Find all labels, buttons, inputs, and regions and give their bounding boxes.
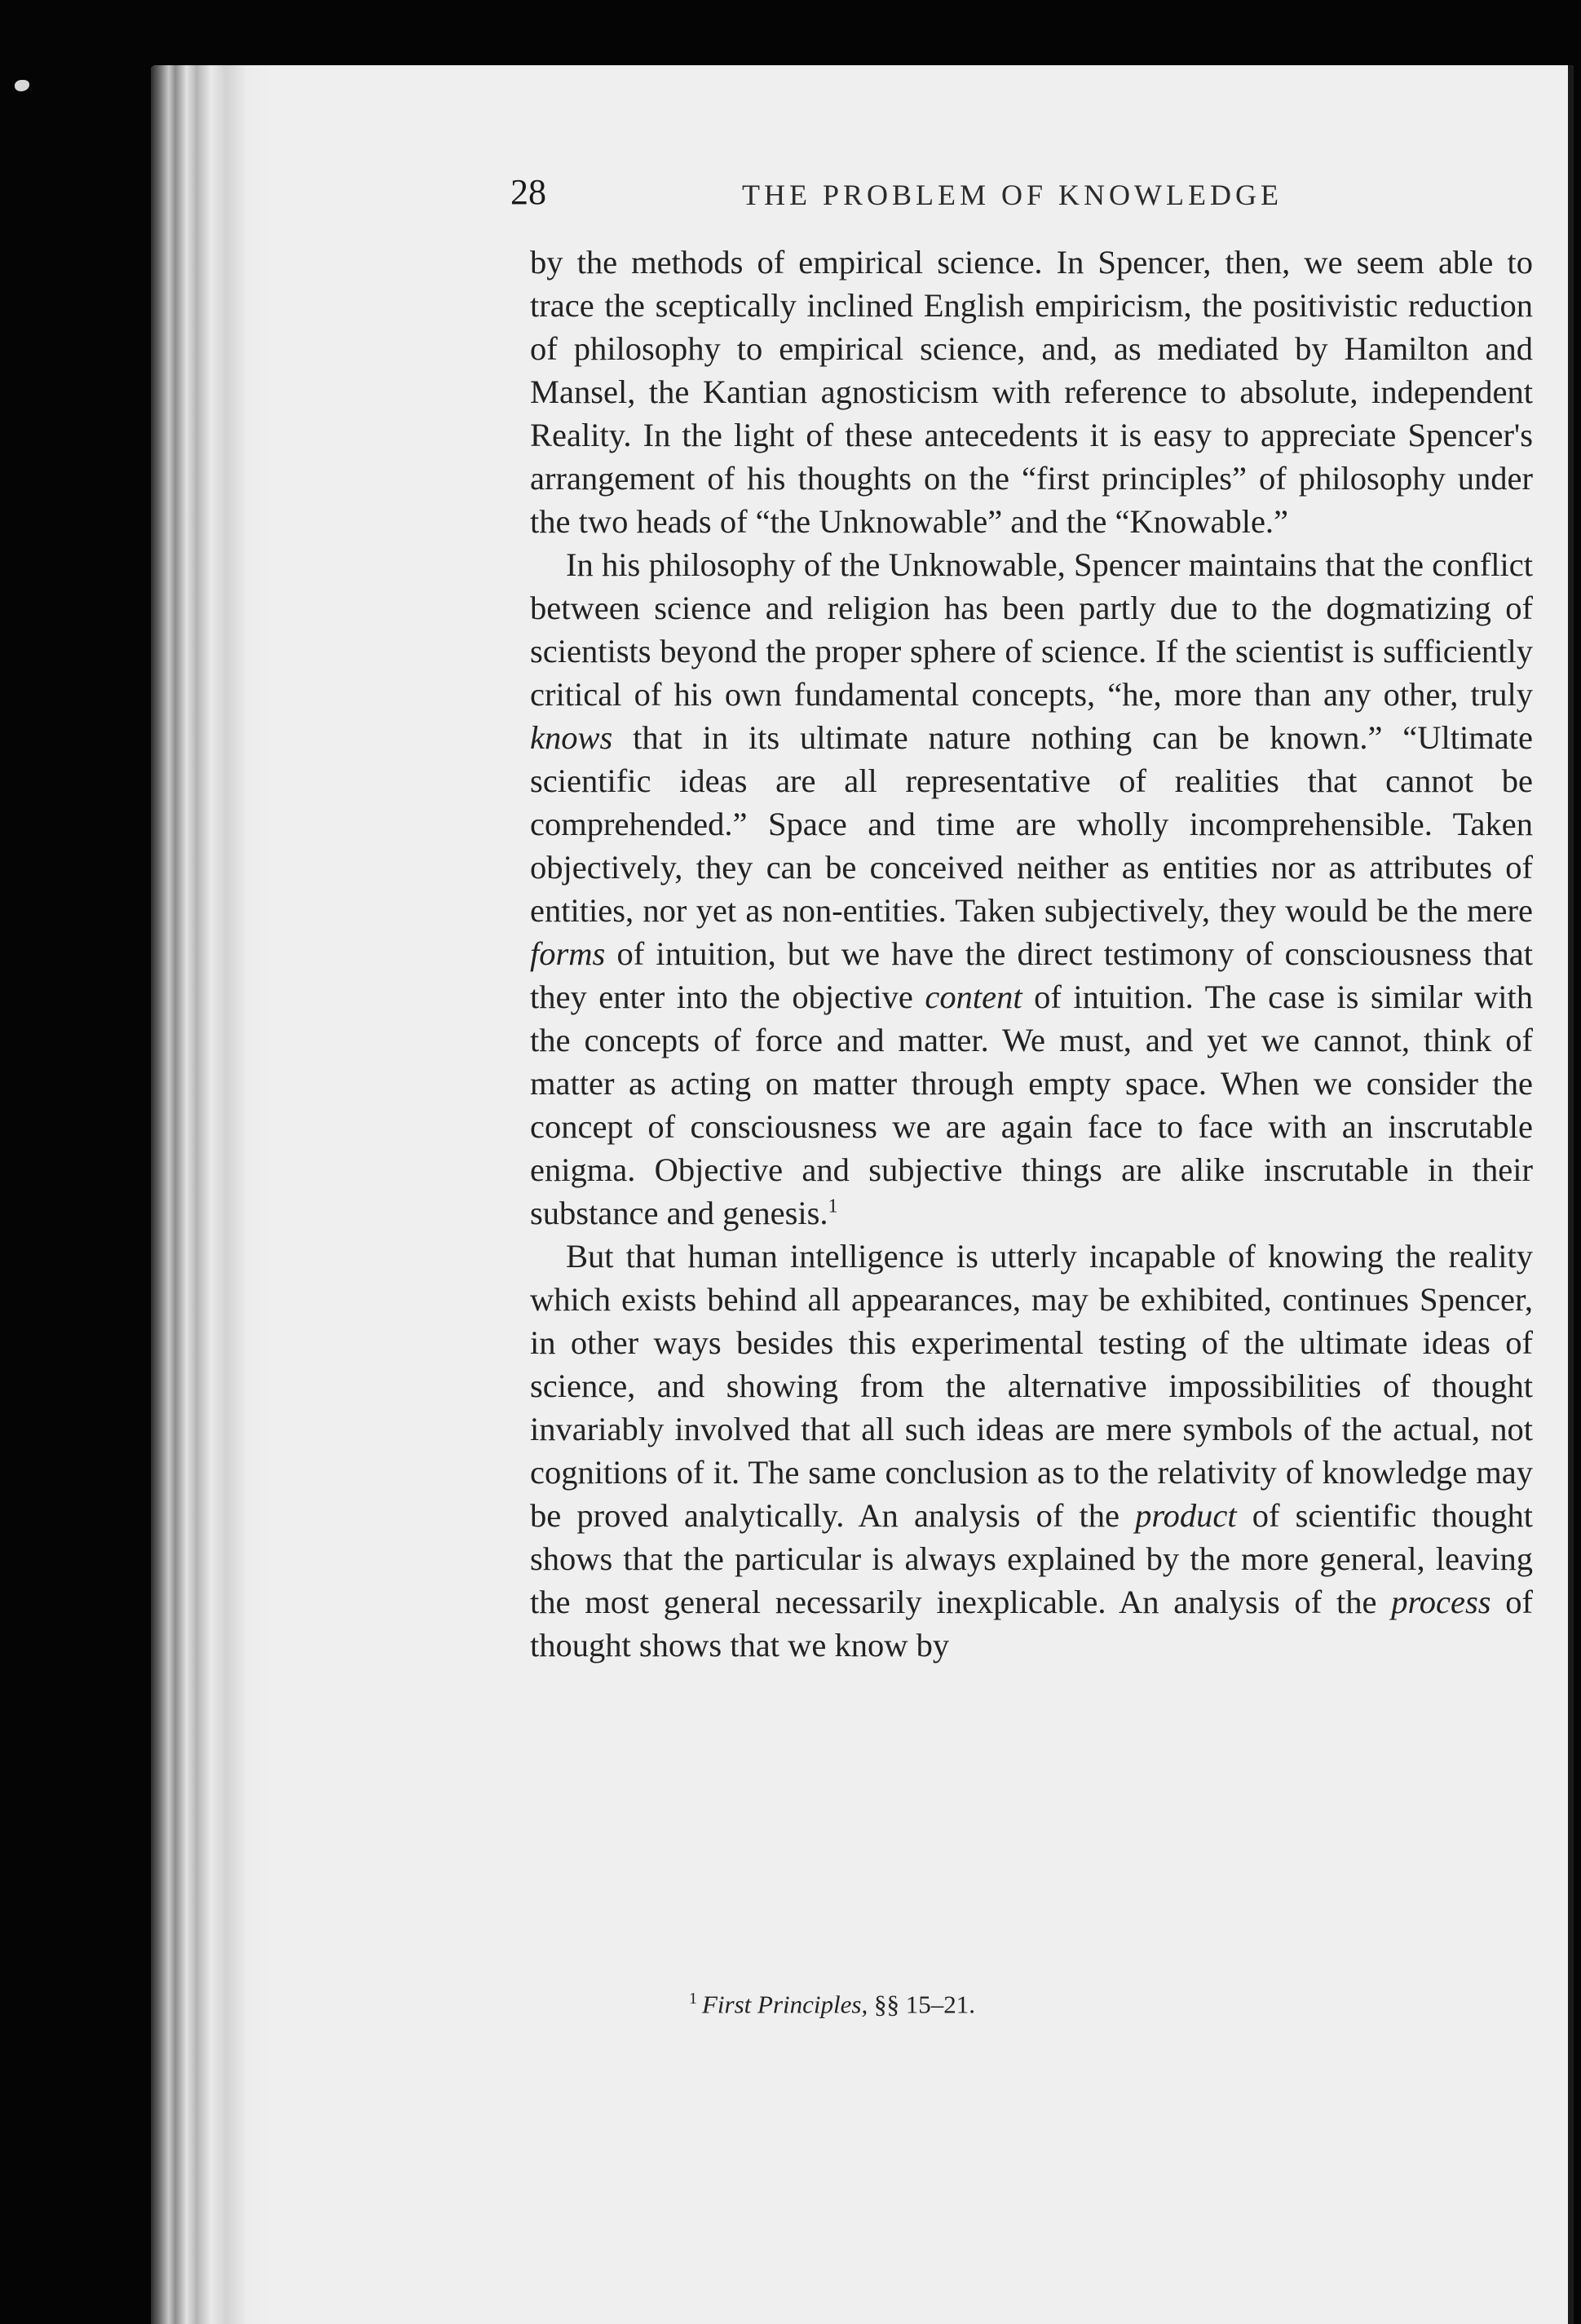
emphasis-product: product [1135,1497,1237,1534]
book-binding-edge [151,65,273,2324]
page-edge-shadow [1568,65,1574,2324]
emphasis-knows: knows [530,719,613,756]
paragraph-3-text-b: of scientific thought shows that the particular is always explained by the more general, leaving the most general necessarily inexplicable. An analysis of the [530,1497,1533,1620]
page-header [375,171,1367,220]
running-head: THE PROBLEM OF KNOWLEDGE [742,179,1283,211]
paragraph-3-text-a: But that human intelligence is utterly incapable of knowing the reality which exists behind all appearances, may be exhibited, continues Spencer, in other ways besides this experimental testing of the ultimate ideas of science, and showing from the alternative impossibilities of thought invariably involved that all such ideas are mere symbols of the actual, not cognitions of it. The same conclusion as to the relativity of knowledge may be proved analytically. An analysis of the [530,1238,1533,1534]
footnote-mark: 1 [689,1990,697,2008]
footnote [689,1990,975,2019]
paragraph-3-text-c: of thought shows that we know by [530,1584,1533,1663]
paragraph-2-text-b: that in its ultimate nature nothing can be known.” “Ultimate scientific ideas are all representative of realities that cannot be comprehended.” Space and time are wholly incomprehensible. Taken objectively, they can be conceived neither as entities nor as attributes of entities, nor yet as non-entities. Taken subjectively, they would be the mere [530,719,1533,929]
paragraph-2-text-c: of intuition, but we have the direct testimony of consciousness that they enter into the objective [530,935,1533,1015]
footnote-reference: 1 [828,1195,838,1217]
paragraph-2 [530,543,1533,1235]
paragraph-1: by the methods of empirical science. In Spencer, then, we seem able to trace the sceptically inclined English empiricism, the positivistic reduction of philosophy to empirical science, and, as mediated by Hamilton and Mansel, the Kantian agnosticism with reference to absolute, independent Reality. In the light of these antecedents it is easy to appreciate Spencer's arrangement of his thoughts on the “first principles” of philosophy under the two heads of “the Unknowable” and the “Knowable.” [530,244,1533,540]
footnote-ref: §§ 15–21. [868,1990,975,2019]
footnote-title: First Principles, [702,1990,868,2019]
paragraph-3 [530,1235,1533,1667]
page-content [375,171,1533,1663]
emphasis-content: content [925,979,1022,1015]
page-number: 28 [510,172,546,212]
emphasis-process: process [1391,1584,1491,1620]
dust-speck [15,80,29,91]
paragraph-2-text-a: In his philosophy of the Unknowable, Spencer maintains that the conflict between science and religion has been partly due to the dogmatizing of scientists beyond the proper sphere of science. If the scientist is sufficiently critical of his own fundamental concepts, “he, more than any other, truly [530,546,1533,713]
body-text [530,241,1533,1667]
paragraph-2-text-d: of intuition. The case is similar with the concepts of force and matter. We must, and yet we cannot, think of matter as acting on matter through empty space. When we consider the concept of consciousness we are again face to face with an inscrutable enigma. Objective and subjective things are alike inscrutable in their substance and genesis. [530,979,1533,1231]
emphasis-forms: forms [530,935,606,972]
